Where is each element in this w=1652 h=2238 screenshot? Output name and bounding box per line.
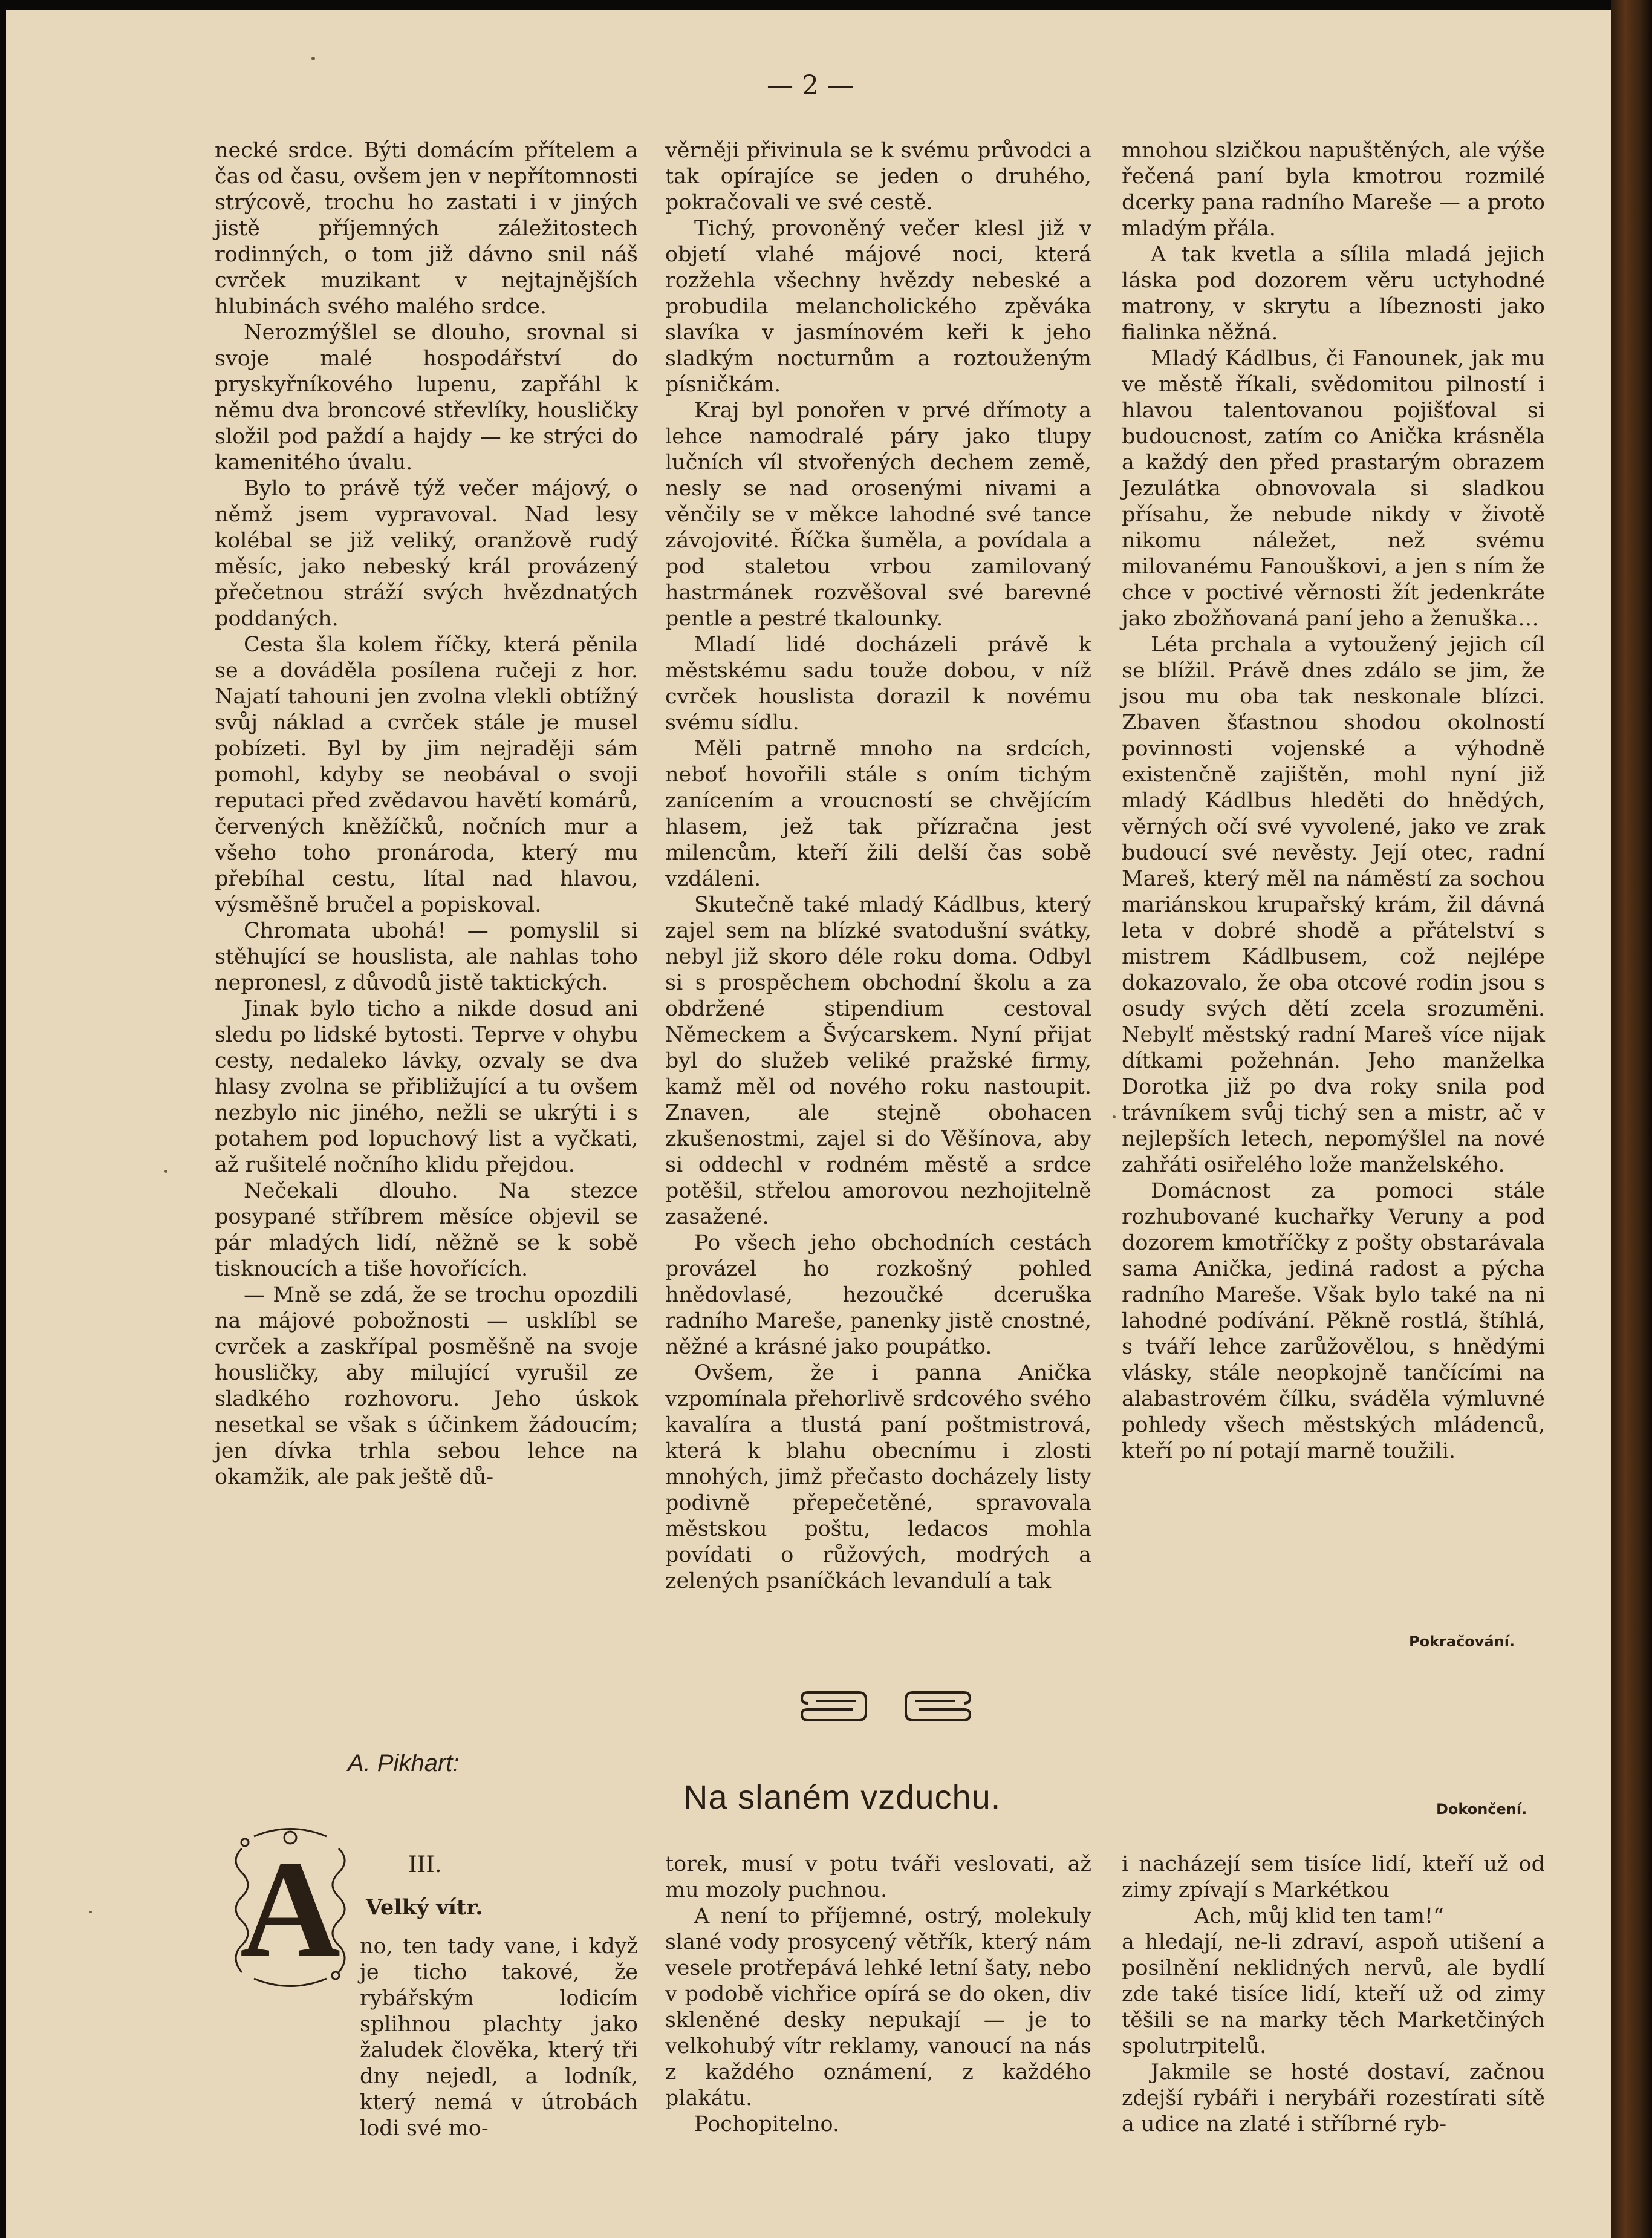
paragraph: Jakmile se hosté dostaví, začnou zdejší rybáři i nerybáři rozestírati sítě a udice na zlaté i stříbrné ryb-	[1122, 2060, 1545, 2136]
paragraph: Nerozmýšlel se dlouho, srovnal si svoje malé hospodářství do pryskyřníkového lupenu, zapřáhl k němu dva broncové střevlíky, housličky složil pod paždí a hajdy — ke strýci do kamenitého úvalu.	[215, 321, 638, 475]
conclusion-note: Dokončení.	[1436, 1801, 1527, 1818]
paper-speck	[311, 57, 315, 60]
chapter-title: Velký vítr.	[366, 1895, 483, 1920]
paragraph: Mladý Kádlbus, či Fanounek, jak mu ve městě říkali, svědomitou pilností i hlavou talentovanou pojišťoval si budoucnost, zatím co Anička krásněla a každý den před prastarým obrazem Jezulátka obnovovala si sladkou přísahu, že nebude nikdy v životě nikomu náležet, než svému milovanému Fanouškovi, a jen s ním že chce v poctivé věrnosti žít jedenkráte jako zbožňovaná paní jeho a ženuška…	[1122, 347, 1545, 631]
story1-column-2	[665, 138, 1091, 1594]
paragraph: A není to příjemné, ostrý, molekuly slané vody prosycený větřík, který nám vesele protřepává lehké letní šaty, nebo v podobě vichřice opírá se do oken, div skleněné desky nepukají — je to velkohubý vítr reklamy, vanoucí na nás z každého oznámení, z každého plakátu.	[665, 1904, 1091, 2110]
paper-speck	[1113, 1115, 1116, 1118]
paragraph: Ovšem, že i panna Anička vzpomínala přehorlivě srdcového svého kavalíra a tlustá paní poštmistrová, která k blahu obecnímu i zlosti mnohých, jimž přečasto docházely listy podivně přepečetěné, spravovala městskou poštu, ledacos mohla povídati o růžových, modrých a zelených psaníčkách levandulí a tak	[665, 1361, 1091, 1593]
paragraph: Mladí lidé docházeli právě k městskému sadu touže dobou, v níž cvrček houslista dorazil k novému svému sídlu.	[665, 633, 1091, 735]
paragraph: Cesta šla kolem říčky, která pěnila se a dováděla posílena ručeji z hor. Najatí tahouni jen zvolna vlekli obtížný svůj náklad a cvrček stále je musel pobízeti. Byl by jim nejraději sám pomohl, kdyby se neobával o svoji reputaci před zvědavou havětí komárů, červených kněžíčků, nočních mur a všeho toho pronároda, který mu přebíhal cestu, lítal nad hlavou, výsměšně bručel a popiskoval.	[215, 633, 638, 917]
paragraph: i nacházejí sem tisíce lidí, kteří už od zimy zpívají s Markétkou	[1122, 1852, 1545, 1902]
story1-column-1	[215, 138, 638, 1490]
paragraph: Chromata ubohá! — pomyslil si stěhující se houslista, ale nahlas toho nepronesl, z důvodů jistě taktických.	[215, 919, 638, 995]
paper-speck	[164, 1170, 167, 1173]
paragraph: Pochopitelno.	[694, 2112, 840, 2136]
paragraph: Tichý, provoněný večer klesl již v objetí vlahé májové noci, která rozžehla všechny hvězdy nebeské a probudila melancholického zpěváka slavíka v jasmínovém keři k jeho sladkým nocturnům a roztouženým písničkám.	[665, 217, 1091, 397]
scan-top-edge	[0, 0, 1652, 10]
paragraph: Skutečně také mladý Kádlbus, který zajel sem na blízké svatodušní svátky, nebyl již skoro déle roku doma. Odbyl si s prospěchem obchodní školu a za obdržené stipendium cestoval Německem a Švýcarskem. Nyní přijat byl do služeb veliké pražské firmy, kamž měl od nového roku nastoupit. Znaven, ale stejně obohacen zkušenostmi, zajel si do Věšínova, aby si oddechl v rodném městě a srdce potěšil, střelou amorovou nezhojitelně zasažené.	[665, 893, 1091, 1229]
story2-column-1	[215, 1851, 638, 2142]
paragraph: Bylo to právě týž večer májový, o němž jsem vypravoval. Nad lesy kolébal se již veliký, oranžově rudý měsíc, jako nebeský král provázený přečetnou stráží svých hvězdnatých poddaných.	[215, 477, 638, 631]
paragraph: necké srdce. Býti domácím přítelem a čas od času, ovšem jen v nepřítomnosti strýcově, trochu ho zastati i v jiných jistě příjemných záležitostech rodinných, o tom již dávno snil náš cvrček muzikant v nejtajnějších hlubinách svého malého srdce.	[215, 139, 638, 319]
newspaper-page	[6, 10, 1611, 2238]
section-ornaments	[798, 1685, 992, 1727]
chapter-number: III.	[408, 1851, 442, 1878]
dropcap-letter: A	[239, 1832, 341, 1986]
story2-title: Na slaném vzduchu.	[683, 1778, 1001, 1816]
paragraph: mnohou slzičkou napuštěných, ale výše řečená paní byla kmotrou rozmilé dcerky pana radního Mareše — a proto mladým přála.	[1122, 139, 1545, 241]
story2-column-2	[665, 1851, 1091, 2138]
scroll-ornament-icon	[802, 1692, 866, 1720]
quote-line: Ach, můj klid ten tam!“	[1194, 1904, 1445, 1928]
paragraph: A tak kvetla a sílila mladá jejich láska pod dozorem věru uctyhodné matrony, v skrytu a líbeznosti jako fialinka něžná.	[1122, 243, 1545, 345]
paragraph: a hledají, ne-li zdraví, aspoň utišení a posilnění neklidných nervů, ale bydlí zde také tisíce lidí, kteří už od zimy těšili se na marky těch Marketčiných spolutrpitelů.	[1122, 1930, 1545, 2058]
paragraph: Měli patrně mnoho na srdcích, neboť hovořili stále s oním tichým zanícením a vroucností se chvějícím hlasem, jež tak přízračna jest milencům, kteří žili delší čas sobě vzdáleni.	[665, 737, 1091, 891]
paragraph: Kraj byl ponořen v prvé dřímoty a lehce namodralé páry jako tlupy lučních víl stvořených dechem země, nesly se nad orosenými nivami a věnčily se v měkce lahodné své tance závojovité. Říčka šuměla, a povídala a pod staletou vrbou zamilovaný hastrmánek rozvěšoval své barevné pentle a pestré tkalounky.	[665, 399, 1091, 631]
paragraph: no, ten tady vane, i když je ticho takové, že rybářským lodicím splihnou plachty jako žaludek člověka, který tři dny nejedl, a lodník, který nemá v útrobách lodi své mo-	[360, 1934, 638, 2141]
to-be-continued-note: Pokračování.	[1409, 1633, 1515, 1650]
story2-author: A. Pikhart:	[348, 1750, 460, 1776]
scan-binding-edge	[1611, 0, 1652, 2238]
paragraph: — Mně se zdá, že se trochu opozdili na májové pobožnosti — usklíbl se cvrček a zaskřípal posměšně na svoje housličky, aby milující vyrušil ze sladkého rozhovoru. Jeho úskok nesetkal se však s účinkem žádoucím; jen dívka trhla sebou lehce na okamžik, ale pak ještě dů-	[215, 1283, 638, 1489]
paragraph: Domácnost za pomoci stále rozhubované kuchařky Veruny a pod dozorem kmotříčky z pošty obstarávala sama Anička, jediná radost a pýcha radního Mareše. Však bylo také na ni lahodné podívání. Pěkně rostlá, štíhlá, s tváří lehce zarůžovělou, s hnědými vlásky, stále neopkojně tančícími na alabastrovém čílku, svádělа výmluvné pohledy všech městských mládenců, kteří po ní potají marně toužili.	[1122, 1179, 1545, 1463]
page-number: — 2 —	[767, 70, 854, 101]
paragraph: Jinak bylo ticho a nikde dosud ani sledu po lidské bytosti. Teprve v ohybu cesty, nedaleko lávky, ozvaly se dva hlasy zvolna se přibližující a tu ovšem nezbylo nic jiného, nežli se ukrýti i s potahem pod lopuchový list a vyčkati, až rušitelé nočního klidu přejdou.	[215, 997, 638, 1177]
paragraph: Léta prchala a vytoužený jejich cíl se blížil. Právě dnes zdálo se jim, že jsou mu oba tak neskonale blízci. Zbaven šťastnou shodou okolností povinnosti vojenské a výhodně existenčně zajištěn, mohl nyní již mladý Kádlbus hleděti do hnědých, věrných očí své vyvolené, jako ve zrak budoucí své nevěsty. Její otec, radní Mareš, který měl na náměstí za sochou mariánskou krupařský krám, žil dávná leta v dobré shodě a přátelství s mistrem Kádlbusem, což nejlépe dokazovalo, že oba otcové rodin jsou s osudy svých dětí zcela srozuměni. Nebylť městský radní Mareš více nijak dítkami požehnán. Jeho manželka Dorotka již po dva roky snila pod trávníkem svůj tichý sen a mistr, ač v nejlepších letech, nepomýšlel na nové zahřáti osiřelého lože manželského.	[1122, 633, 1545, 1177]
paragraph: Nečekali dlouho. Na stezce posypané stříbrem měsíce objevil se pár mladých lidí, něžně se k sobě tisknoucích a tiše hovořících.	[215, 1179, 638, 1281]
story2-column-3	[1122, 1851, 1545, 2138]
paragraph: věrněji přivinula se k svému průvodci a tak opírajíce se jeden o druhého, pokračovali ve své cestě.	[665, 139, 1091, 215]
paragraph: torek, musí v potu tváři veslovati, až mu mozoly puchnou.	[665, 1852, 1091, 1902]
story1-column-3	[1122, 138, 1545, 1464]
paragraph: Po všech jeho obchodních cestách provázel ho rozkošný pohled hnědovlasé, hezoučké dceruška radního Mareše, panenky jistě cnostné, něžné a krásné jako poupátko.	[665, 1231, 1091, 1359]
scroll-ornament-icon	[906, 1692, 970, 1720]
paper-speck	[89, 1911, 92, 1913]
